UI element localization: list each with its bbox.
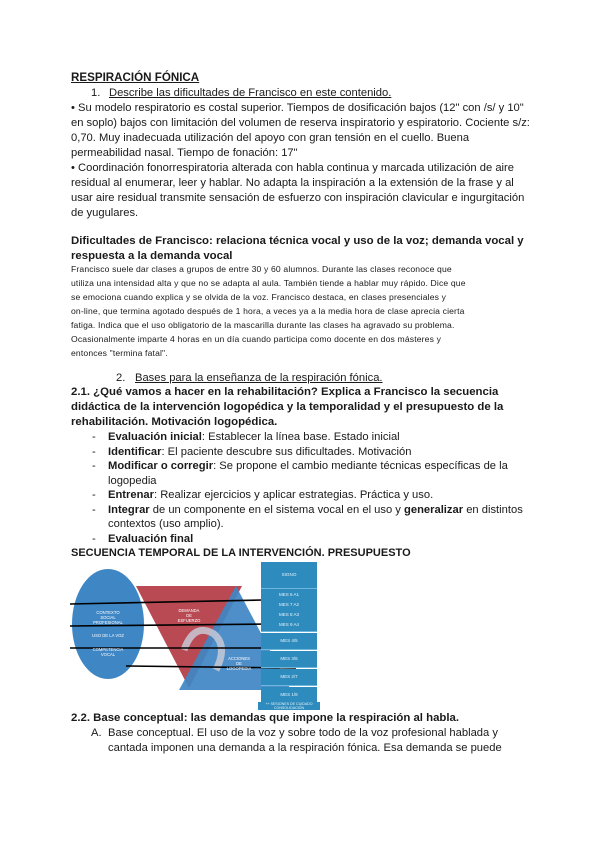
list-item xyxy=(108,430,400,444)
calendar-month: MES 3/6 xyxy=(261,651,317,668)
ellipse-label-line: SOCIAL xyxy=(100,615,116,620)
list-dash: - xyxy=(92,489,96,501)
triangle-label xyxy=(214,656,264,671)
calendar-footer xyxy=(258,702,320,710)
calendar-month: MES 2/7 xyxy=(261,669,317,686)
list-item-label: Identificar xyxy=(108,446,162,458)
section-heading: 2.1. ¿Qué vamos a hacer en la rehabilitación? Explica a Francisco la secuencia xyxy=(71,386,499,398)
list-item-label: Entrenar xyxy=(108,489,155,501)
triangle-label-line: ACCIONES xyxy=(228,656,250,661)
list-item-text: en distintos xyxy=(463,504,523,516)
list-item-label: generalizar xyxy=(404,504,464,516)
item-1-number: 1. xyxy=(91,87,101,99)
list-item-continuation: contextos (uso amplio). xyxy=(108,518,224,530)
section-heading: rehabilitación. Motivación logopédica. xyxy=(71,416,278,428)
triangle-label-line: LOGOPEDIA xyxy=(226,666,252,671)
paragraph-line: de yugulares. xyxy=(71,207,139,219)
ellipse-label-line: USO DE LA VOZ xyxy=(92,633,124,638)
calendar-month: MES 6 A1 xyxy=(261,589,317,602)
calendar-column xyxy=(258,562,320,710)
section-heading: 2.2. Base conceptual: las demandas que impone la respiración al habla. xyxy=(71,712,460,724)
list-dash: - xyxy=(92,460,96,472)
item-1-text: Describe las dificultades de Francisco en este contenido. xyxy=(109,87,392,99)
ellipse-label-line: CONTEXTO xyxy=(96,610,120,615)
list-item-text: : Realizar ejercicios y aplicar estrategias. Práctica y uso. xyxy=(154,489,434,501)
list-item xyxy=(108,488,433,502)
intervention-diagram xyxy=(66,562,328,710)
list-item-text: : Se propone el cambio mediante técnicas específicas de la xyxy=(213,460,508,472)
ellipse-label-line: PROFESIONAL xyxy=(93,620,123,625)
inverted-triangle-label-line: DEMANDA xyxy=(178,608,200,613)
list-item xyxy=(108,445,411,459)
item-a-line: cantada imponen una demanda a la respiración fónica. Esa demanda se puede xyxy=(108,742,502,754)
paragraph-line: permeabilidad nasal. Tiempo de fonación: 17" xyxy=(71,147,298,159)
list-dash: - xyxy=(92,446,96,458)
list-item-text: : El paciente descubre sus dificultades. Motivación xyxy=(161,446,412,458)
paragraph-line: on-line, que termina agotado después de 1 hora, a veces ya a la media hora de clase aprecia cierta xyxy=(71,306,465,316)
ellipse-label-line: COMPETENCIA xyxy=(92,647,124,652)
ellipse-label-line: VOCAL xyxy=(100,652,116,657)
paragraph-line: Francisco suele dar clases a grupos de entre 30 y 60 alumnos. Durante las clases reconoce que xyxy=(71,264,452,274)
calendar-footer-line: ++ SESIONES DE CUIDADO xyxy=(265,702,313,706)
inverted-triangle-label xyxy=(166,608,212,623)
item-2-text: Bases para la enseñanza de la respiración fónica. xyxy=(135,372,383,384)
list-dash: - xyxy=(92,431,96,443)
item-2-number: 2. xyxy=(116,372,126,384)
ellipse-label xyxy=(80,610,136,657)
list-item xyxy=(108,532,193,546)
list-item-label: Evaluación final xyxy=(108,533,194,545)
paragraph-line: 0,70. Muy inadecuada utilización del apoyo con gran tensión en el cuello. Buena xyxy=(71,132,470,144)
paragraph-line: • Coordinación fonorrespiratoria alterada con habla continua y marcada utilización de aire xyxy=(71,162,514,174)
list-item-continuation: logopedia xyxy=(108,475,157,487)
document-title: RESPIRACIÓN FÓNICA xyxy=(71,71,200,84)
section-heading: Dificultades de Francisco: relaciona técnica vocal y uso de la voz; demanda vocal y xyxy=(71,235,524,247)
paragraph-line: fatiga. Indica que el uso obligatorio de la mascarilla durante las clases ha agravado su problema. xyxy=(71,320,455,330)
paragraph-line: Ocasionalmente imparte 4 horas en un día cuando participa como docente en dos másteres y xyxy=(71,334,442,344)
paragraph-line: residual al enumerar, leer y hablar. No adapta la inspiración a la extensión de la frase y al xyxy=(71,177,514,189)
calendar-footer-line: CONSOLIDACIÓN xyxy=(273,706,305,710)
inverted-triangle-label-line: DE xyxy=(186,613,192,618)
list-dash: - xyxy=(92,533,96,545)
paragraph-line: usar aire residual transmite sensación de esfuerzo con inspiración clavicular e ingurgitación xyxy=(71,192,525,204)
list-item-label: Integrar xyxy=(108,504,150,516)
section-heading: SECUENCIA TEMPORAL DE LA INTERVENCIÓN. PRESUPUESTO xyxy=(71,547,411,559)
paragraph-line: utiliza una intensidad alta y que no se adapta al aula. También tiende a hablar muy rápido. Dice que xyxy=(71,278,466,288)
list-item-label: Modificar o corregir xyxy=(108,460,214,472)
paragraph-line: • Su modelo respiratorio es costal superior. Tiempos de dosificación bajos (12" con /s/ y 10" xyxy=(71,102,524,114)
item-a-line: Base conceptual. El uso de la voz y sobre todo de la voz profesional hablada y xyxy=(108,727,498,739)
calendar-month: MES 4/5 xyxy=(261,633,317,650)
paragraph-line: en soplo) bajos con limitación del volumen de reserva inspiratorio y espiratorio. Cociente s/z: xyxy=(71,117,530,129)
calendar-header: SIGNO xyxy=(261,562,317,589)
calendar-month: MES 8 A3 xyxy=(261,609,317,622)
calendar-month: MES 9 A4 xyxy=(261,619,317,632)
section-heading: respuesta a la demanda vocal xyxy=(71,250,233,262)
paragraph-line: se emociona cuando explica y se olvida de la voz. Francisco destaca, en clases presenciales y xyxy=(71,292,447,302)
calendar-month: MES 7 A2 xyxy=(261,599,317,612)
inverted-triangle-label-line: ESFUERZO xyxy=(177,618,201,623)
list-item xyxy=(108,503,523,517)
triangle-label-line: DE xyxy=(236,661,242,666)
list-item-text: de un componente en el sistema vocal en el uso y xyxy=(149,504,405,516)
list-item-text: : Establecer la línea base. Estado inicial xyxy=(201,431,400,443)
list-item xyxy=(108,459,508,473)
calendar-month: MES 1/8 xyxy=(261,687,317,704)
item-a-label: A. xyxy=(91,727,102,739)
list-dash: - xyxy=(92,504,96,516)
paragraph-line: entonces "termina fatal". xyxy=(71,348,168,358)
section-heading: didáctica de la intervención logopédica y la temporalidad y el presupuesto de la xyxy=(71,401,504,413)
list-item-label: Evaluación inicial xyxy=(108,431,202,443)
